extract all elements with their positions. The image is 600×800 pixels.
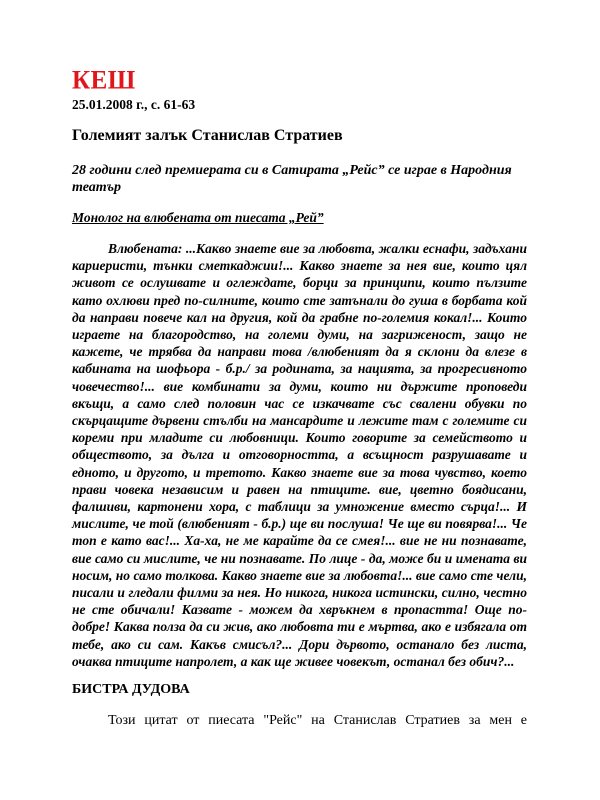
- article-title: Големият залък Станислав Стратиев: [72, 127, 343, 144]
- author-name: БИСТРА ДУДОВА: [72, 682, 190, 697]
- kesh-logo: КЕШ: [72, 66, 136, 95]
- article-body-start: Този цитат от пиесата "Рейс" на Станислав Стратиев за мен е: [108, 713, 527, 728]
- publication-dateline: 25.01.2008 г., с. 61-63: [72, 97, 196, 112]
- article-subtitle: 28 години след премиерата си в Сатирата „Рейс” се играе в Народния театър: [72, 163, 512, 195]
- monologue-quote: Влюбената: ...Какво знаете вие за любовта, жалки еснафи, задъхани кариеристи, тънки сметкаджии!... Какво знаете за нея вие, които цял живот се ослушвате и оглеждате, борци за принципи, които пълзите като охлюви пред по-силните, които сте затънали до гуша в борбата кой да направи повече кал на другия, кой да грабне по-големия кокал!... Които играете на благородство, на големи думи, на загриженост, защо не кажете, че трябва да направи това /влюбеният да я склони да влезе в кабината на шофьора - б.р./ за родината, за нацията, за прогресивното човечество!... вие комбинати за думи, които ни държите проповеди вкъщи, а само след половин час се изкачвате със свалени обувки по скърцащите дървени стълби на мансардите и лежите там с големите си кореми при младите си любовници. Които говорите за семейството и обществото, за дълга и отговорността, а всъщност разрушавате и едното, и другото, и третото. Какво знаете вие за това чувство, което прави човека независим и равен на птиците. вие, цветно боядисани, фалшиви, картонени хора, с таблици за умножение вместо сърца!... И мислите, че той (влюбеният - б.р.) ще ви послуша! Че ще ви повярва!... Че топ е като вас!... Ха-ха, не ме карайте да се смея!... вие не ни познавате, вие само си мислите, че ни познавате. По лице - да, може би и имената ви носим, но само толкова. Какво знаете вие за любовта!... вие само сте чели, писали и гледали филми за нея. Но никога, никога истински, силно, честно не сте обичали! Казвате - можем да хвръкнем в пропастта! Още по-добре! Каква полза да си жив, ако любовта ти е мъртва, ако е избягала от тебе, ако си сам. Какъв смисъл?... Дори дървото, останало без листа, очаква птиците напролет, а как ще живее човекът, останал без обич?...: [72, 241, 527, 669]
- monologue-heading: Монолог на влюбената от пиесата „Рей”: [72, 210, 324, 225]
